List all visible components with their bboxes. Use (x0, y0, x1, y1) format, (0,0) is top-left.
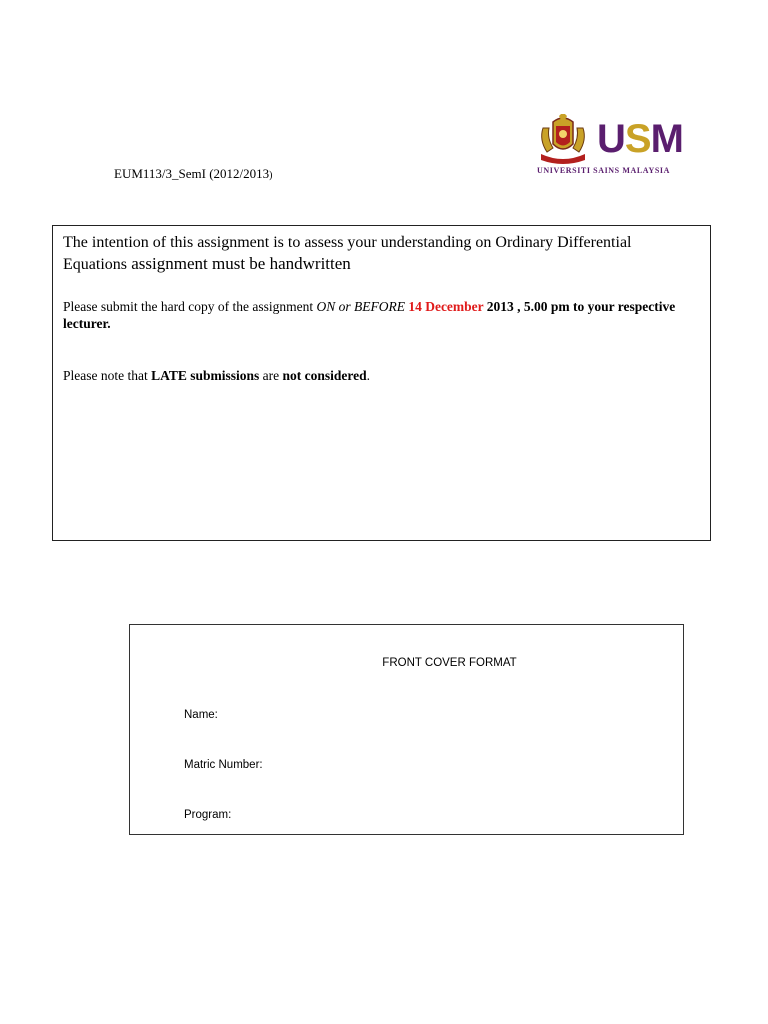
university-crest-icon (535, 114, 591, 166)
usm-wordmark: USM (597, 117, 683, 161)
late-submission-note: Please note that LATE submissions are not considered. (63, 368, 371, 383)
university-name: UNIVERSITI SAINS MALAYSIA (537, 166, 670, 175)
front-cover-title: FRONT COVER FORMAT (382, 657, 517, 669)
assignment-notice-box (52, 225, 711, 541)
name-label: Name: (184, 709, 218, 721)
deadline-date: 14 December (408, 299, 484, 314)
submission-instruction: Please submit the hard copy of the assignment ON or BEFORE 14 December 2013 , 5.00 pm to your respective lecturer. (63, 299, 676, 331)
matric-number-label: Matric Number: (184, 759, 263, 771)
program-label: Program: (184, 809, 232, 821)
course-code: EUM113/3_SemI (2012/2013) (114, 166, 273, 181)
usm-logo (535, 114, 683, 180)
front-cover-format-box (129, 624, 684, 835)
notice-intro: The intention of this assignment is to assess your understanding on Ordinary Differential Equations assignment must be handwritten (63, 234, 632, 273)
